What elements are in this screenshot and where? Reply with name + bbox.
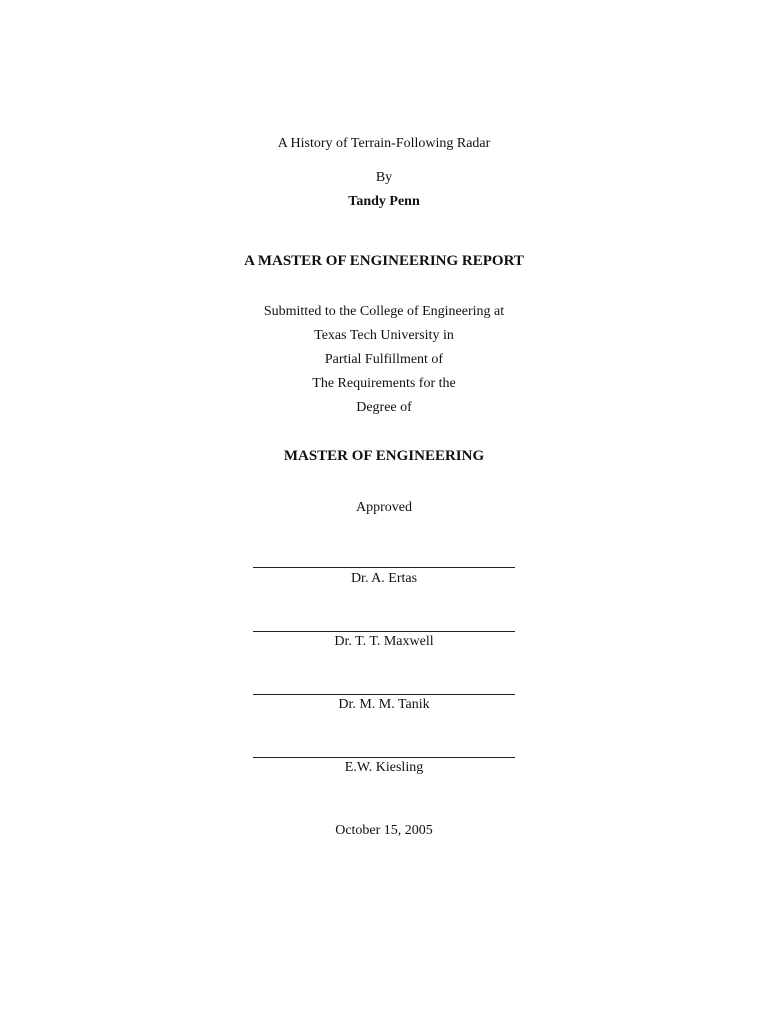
report-type-heading: A MASTER OF ENGINEERING REPORT [244, 253, 524, 269]
degree-heading: MASTER OF ENGINEERING [283, 448, 485, 464]
approver-name: E.W. Kiesling [344, 760, 424, 775]
submission-line: The Requirements for the [312, 376, 456, 391]
report-title: A History of Terrain-Following Radar [277, 136, 491, 151]
author-name: Tandy Penn [348, 194, 420, 209]
approved-label: Approved [356, 500, 412, 515]
signature-line [253, 757, 515, 758]
submission-line: Degree of [356, 400, 412, 415]
submission-line: Partial Fulfillment of [324, 352, 444, 367]
submission-line: Submitted to the College of Engineering at [263, 304, 505, 319]
signature-line [253, 694, 515, 695]
by-label: By [375, 170, 393, 185]
approver-name: Dr. M. M. Tanik [338, 697, 430, 712]
approver-name: Dr. T. T. Maxwell [334, 634, 434, 649]
submission-line: Texas Tech University in [314, 328, 454, 343]
signature-line [253, 631, 515, 632]
report-date: October 15, 2005 [335, 823, 433, 838]
signature-line [253, 567, 515, 568]
approver-name: Dr. A. Ertas [350, 571, 418, 586]
